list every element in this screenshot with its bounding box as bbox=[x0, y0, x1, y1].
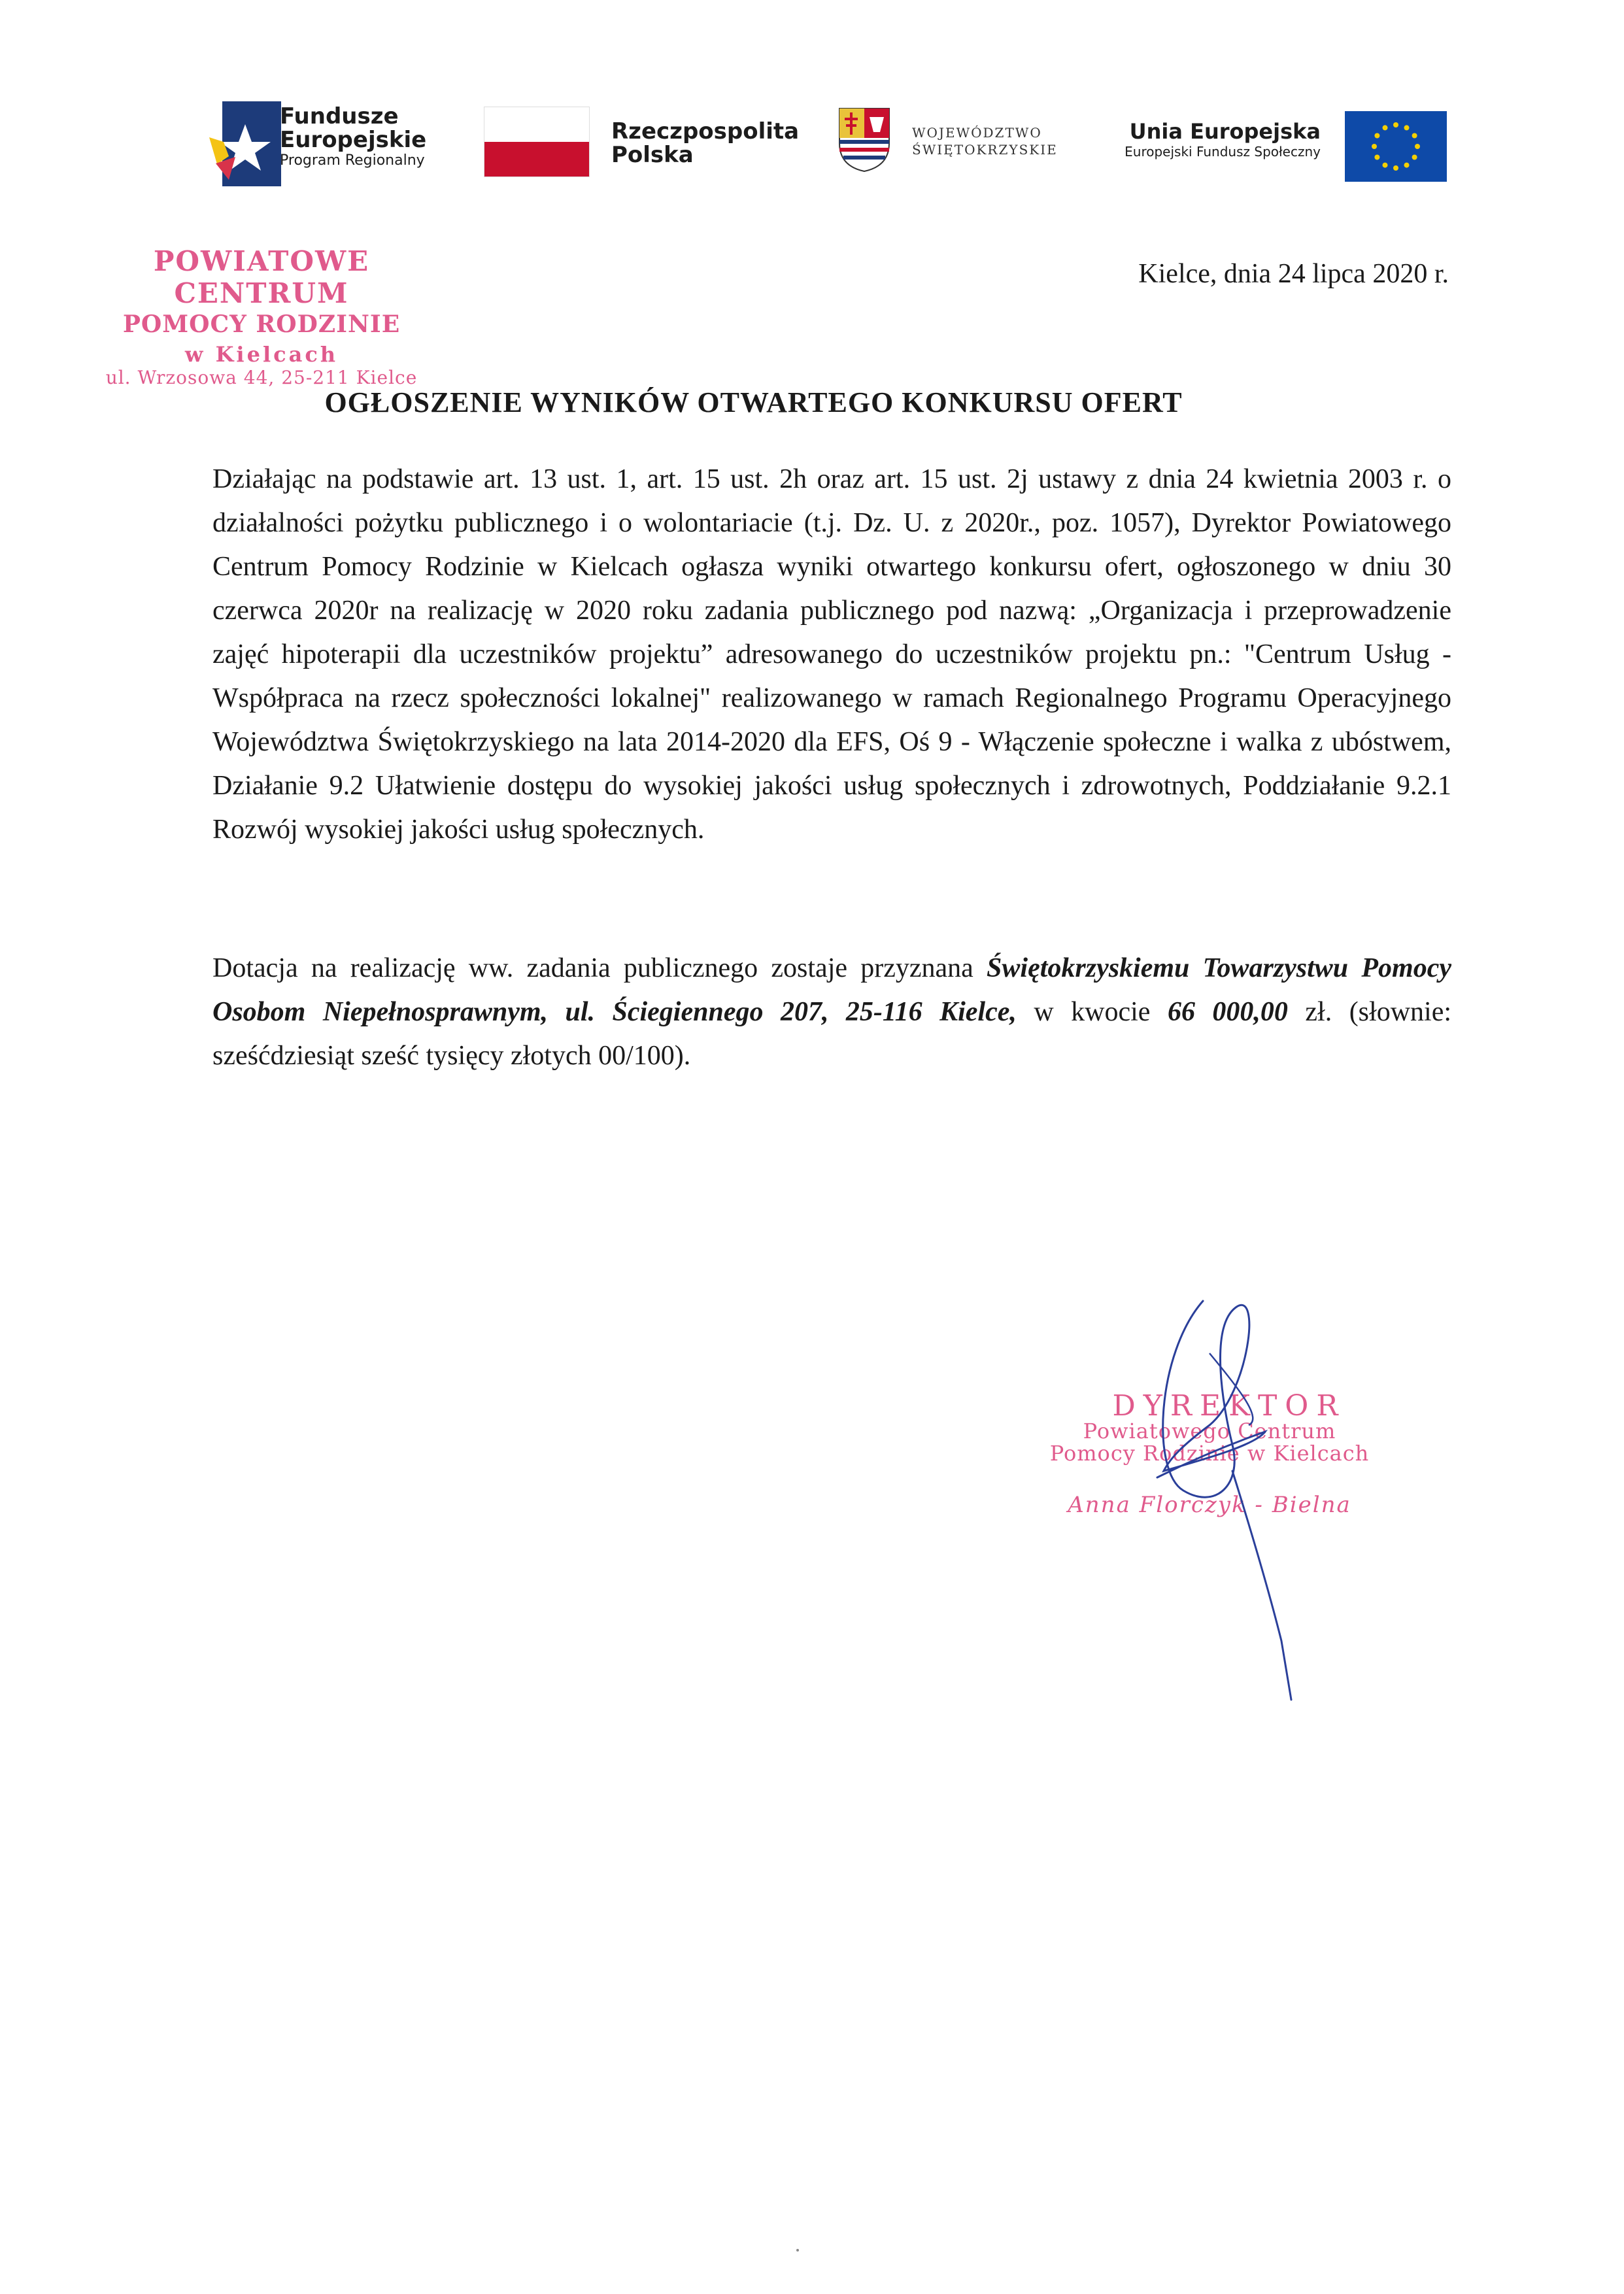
eu-star-icon bbox=[1383, 163, 1388, 168]
eu-star-icon bbox=[1404, 163, 1410, 168]
rzeczpospolita-line1: Rzeczpospolita bbox=[611, 118, 800, 144]
grant-text-3: zł. (słownie: sześćdziesiąt sześć tysięcy złotych 00/100). bbox=[212, 997, 1452, 1071]
director-line3: Pomocy Rodzinie w Kielcach bbox=[1049, 1441, 1370, 1466]
document-date: Kielce, dnia 24 lipca 2020 r. bbox=[1138, 259, 1449, 289]
eu-star-icon bbox=[1374, 133, 1379, 139]
fundusze-line2: Europejskie bbox=[280, 127, 427, 153]
scan-dot bbox=[796, 2249, 799, 2252]
signature-icon bbox=[1111, 1275, 1334, 1719]
grant-recipient: Świętokrzyskiemu Towarzystwu Pomocy Osobom Niepełnosprawnym, ul. Ściegiennego 207, 25-116 Kielce, bbox=[212, 953, 1451, 1027]
wojewodztwo-logo-text bbox=[912, 124, 1058, 158]
eu-star-icon bbox=[1393, 122, 1398, 127]
paragraph-grant bbox=[212, 947, 1451, 1078]
eu-star-icon bbox=[1372, 144, 1377, 149]
paragraph-legal-basis: Działając na podstawie art. 13 ust. 1, art. 15 ust. 2h oraz art. 15 ust. 2j ustawy z dnia 24 kwietnia 2003 r. o działalności pożytku publicznego i o wolontariacie (t.j. Dz. U. z 2020r., poz. 1057), Dyrektor Powiatowego Centrum Pomocy Rodzinie w Kielcach ogłasza wyniki otwartego konkursu ofert, ogłoszonego w dniu 30 czerwca 2020r na realizację w 2020 roku zadania publicznego pod nazwą: „Organizacja i przeprowadzenie zajęć hipoterapii dla uczestników projektu” adresowanego do uczestników projektu pn.: "Centrum Usług - Współpraca na rzecz społeczności lokalnej" realizowanego w ramach Regionalnego Programu Operacyjnego Województwa Świętokrzyskiego na lata 2014-2020 dla EFS, Oś 9 - Włączenie społeczne i walka z ubóstwem, Działanie 9.2 Ułatwienie dostępu do wysokiej jakości usług społecznych i zdrowotnych, Poddziałanie 9.2.1 Rozwój wysokiej jakości usług społecznych. bbox=[212, 464, 1451, 845]
wojewodztwo-coat-of-arms-icon bbox=[838, 107, 890, 173]
stamp-line1: POWIATOWE CENTRUM bbox=[153, 245, 370, 309]
institution-stamp bbox=[72, 245, 451, 388]
fundusze-europejskie-logo-icon bbox=[209, 101, 281, 186]
director-line2: Powiatowego Centrum bbox=[1083, 1419, 1336, 1443]
grant-amount: 66 000,00 bbox=[1167, 997, 1288, 1027]
eu-star-icon bbox=[1374, 155, 1379, 160]
grant-text-1: Dotacja na realizację ww. zadania publicznego zostaje przyznana bbox=[212, 953, 987, 983]
rzeczpospolita-line2: Polska bbox=[611, 142, 694, 168]
eu-star-icon bbox=[1415, 144, 1420, 149]
eu-flag-icon bbox=[1345, 111, 1447, 182]
director-name: Anna Florczyk - Bielna bbox=[1068, 1492, 1351, 1518]
fundusze-line1: Fundusze bbox=[280, 103, 399, 129]
grant-text-2: w kwocie bbox=[1016, 997, 1168, 1027]
logo-bar bbox=[0, 0, 1624, 196]
unia-line2: Europejski Fundusz Społeczny bbox=[1125, 144, 1321, 160]
director-title: DYREKTOR bbox=[1112, 1389, 1346, 1423]
polish-flag-icon bbox=[484, 107, 590, 177]
wojewodztwo-line2: ŚWIĘTOKRZYSKIE bbox=[912, 142, 1058, 158]
fundusze-logo-text bbox=[280, 105, 426, 170]
eu-star-icon bbox=[1383, 125, 1388, 130]
rzeczpospolita-logo-text bbox=[611, 120, 799, 167]
eu-star-icon bbox=[1404, 125, 1410, 130]
stamp-line4: ul. Wrzosowa 44, 25-211 Kielce bbox=[105, 367, 418, 388]
fundusze-line3: Program Regionalny bbox=[280, 152, 425, 169]
unia-logo-text bbox=[1072, 120, 1321, 160]
eu-star-icon bbox=[1393, 165, 1398, 171]
stamp-line2: POMOCY RODZINIE bbox=[122, 311, 401, 338]
eu-star-icon bbox=[1412, 133, 1417, 139]
wojewodztwo-line1: WOJEWÓDZTWO bbox=[912, 125, 1042, 141]
eu-star-icon bbox=[1412, 155, 1417, 160]
unia-line1: Unia Europejska bbox=[1129, 119, 1321, 144]
stamp-line3: w Kielcach bbox=[184, 342, 339, 367]
document-heading: OGŁOSZENIE WYNIKÓW OTWARTEGO KONKURSU OFERT bbox=[324, 386, 1183, 418]
